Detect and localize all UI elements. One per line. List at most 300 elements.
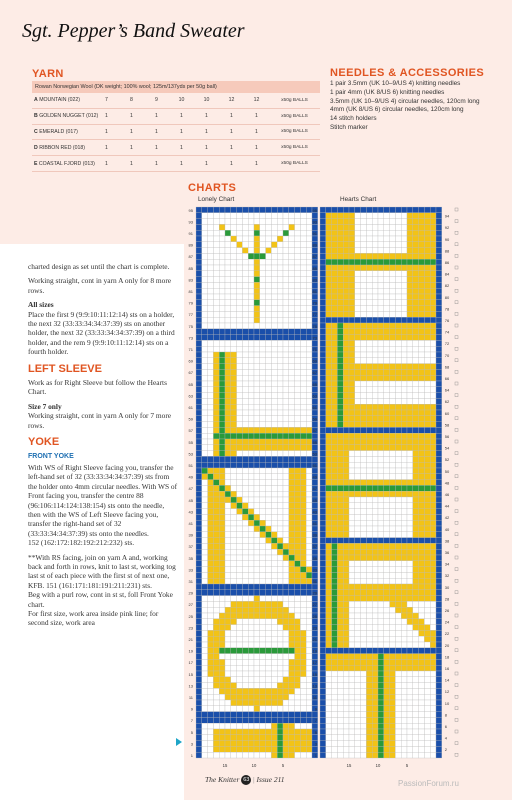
hearts-chart-cell (390, 236, 396, 242)
lonely-chart-cell (289, 323, 295, 329)
hearts-chart-cell (424, 706, 430, 712)
lonely-chart-cell (277, 596, 283, 602)
lonely-chart-cell (248, 549, 254, 555)
hearts-chart-cell (424, 723, 430, 729)
lonely-chart-cell (283, 282, 289, 288)
hearts-chart-cell (419, 427, 425, 433)
lonely-chart-cell (196, 358, 202, 364)
lonely-chart-cell (213, 677, 219, 683)
hearts-chart-cell (343, 277, 349, 283)
hearts-chart-cell (419, 224, 425, 230)
lonely-chart-cell (219, 323, 225, 329)
lonely-chart-cell (202, 462, 208, 468)
hearts-chart-cell (332, 584, 338, 590)
lonely-chart-cell (196, 398, 202, 404)
hearts-chart-cell (355, 514, 361, 520)
lonely-chart-cell (231, 427, 237, 433)
hearts-chart-cell (349, 422, 355, 428)
hearts-chart-cell (343, 601, 349, 607)
lonely-chart-cell (231, 596, 237, 602)
lonely-chart-cell (242, 503, 248, 509)
hearts-chart-cell (390, 381, 396, 387)
hearts-chart-cell (407, 491, 413, 497)
hearts-chart-cell (424, 572, 430, 578)
lonely-chart-cell (208, 294, 214, 300)
lonely-chart-cell (312, 445, 318, 451)
hearts-chart-cell (332, 248, 338, 254)
lonely-chart-cell (237, 630, 243, 636)
lonely-chart-cell (242, 277, 248, 283)
hearts-chart-cell (332, 596, 338, 602)
hearts-chart-cell (332, 712, 338, 718)
lonely-chart-cell (271, 683, 277, 689)
hearts-chart-cell (355, 625, 361, 631)
hearts-chart-cell (361, 329, 367, 335)
hearts-chart-cell (332, 456, 338, 462)
hearts-chart-cell (355, 613, 361, 619)
lonely-chart-cell (237, 683, 243, 689)
lonely-chart-cell (300, 451, 306, 457)
lonely-chart-cell (300, 665, 306, 671)
gutter-marker (455, 370, 458, 373)
lonely-chart-cell (300, 468, 306, 474)
lonely-chart-cell (202, 497, 208, 503)
hearts-chart-cell (407, 572, 413, 578)
hearts-chart-cell (378, 433, 384, 439)
hearts-chart-cell (413, 503, 419, 509)
lonely-chart-cell (208, 717, 214, 723)
lonely-chart-cell (300, 346, 306, 352)
hearts-chart-cell (384, 607, 390, 613)
hearts-chart-cell (355, 526, 361, 532)
hearts-chart-cell (366, 451, 372, 457)
lonely-chart-cell (196, 514, 202, 520)
hearts-chart-cell (419, 468, 425, 474)
lonely-chart-cell (237, 259, 243, 265)
lonely-chart-cell (266, 422, 272, 428)
lonely-chart-cell (277, 503, 283, 509)
hearts-chart-cell (413, 335, 419, 341)
hearts-chart-cell (326, 503, 332, 509)
lonely-chart-cell (202, 671, 208, 677)
hearts-chart-cell (355, 433, 361, 439)
hearts-chart-cell (378, 358, 384, 364)
hearts-chart-cell (355, 497, 361, 503)
hearts-chart-cell (366, 468, 372, 474)
lonely-chart-cell (271, 572, 277, 578)
lonely-chart-cell (306, 567, 312, 573)
hearts-chart-cell (337, 259, 343, 265)
lonely-chart-cell (219, 271, 225, 277)
hearts-chart-cell (337, 375, 343, 381)
hearts-chart-cell (430, 584, 436, 590)
hearts-chart-cell (337, 665, 343, 671)
hearts-chart-cell (424, 277, 430, 283)
hearts-chart-cell (401, 410, 407, 416)
hearts-chart-cell (390, 427, 396, 433)
hearts-chart-cell (361, 306, 367, 312)
lonely-chart-cell (202, 439, 208, 445)
lonely-chart-cell (208, 358, 214, 364)
hearts-chart-cell (320, 271, 326, 277)
hearts-chart-cell (384, 572, 390, 578)
lonely-chart-cell (202, 619, 208, 625)
lonely-chart-cell (300, 543, 306, 549)
hearts-chart-cell (372, 572, 378, 578)
gutter-marker (455, 289, 458, 292)
hearts-chart-cell (372, 213, 378, 219)
yarn-amount: 1 (144, 108, 169, 124)
lonely-chart-cell (242, 219, 248, 225)
hearts-chart-cell (419, 613, 425, 619)
hearts-chart-cell (384, 259, 390, 265)
lonely-chart-cell (289, 665, 295, 671)
lonely-chart-cell (277, 480, 283, 486)
lonely-chart-cell (306, 416, 312, 422)
hearts-chart-cell (332, 369, 338, 375)
gutter-marker (455, 626, 458, 629)
lonely-chart-cell (306, 723, 312, 729)
lonely-chart-cell (208, 369, 214, 375)
hearts-chart-cell (424, 259, 430, 265)
lonely-chart-cell (225, 300, 231, 306)
hearts-chart-cell (343, 491, 349, 497)
lonely-chart-cell (213, 340, 219, 346)
lonely-chart-cell (248, 735, 254, 741)
lonely-chart-row-label: 17 (188, 660, 193, 666)
hearts-chart-cell (407, 253, 413, 259)
lonely-chart-cell (306, 659, 312, 665)
hearts-chart-cell (343, 636, 349, 642)
hearts-chart-cell (424, 491, 430, 497)
hearts-chart-cell (366, 665, 372, 671)
hearts-chart-cell (326, 242, 332, 248)
lonely-chart-cell (225, 398, 231, 404)
lonely-chart-cell (196, 735, 202, 741)
hearts-chart-row-label: 38 (444, 538, 450, 544)
lonely-chart-cell (283, 735, 289, 741)
hearts-chart-cell (343, 729, 349, 735)
lonely-chart-cell (196, 317, 202, 323)
hearts-chart-cell (343, 224, 349, 230)
hearts-chart-cell (424, 503, 430, 509)
lonely-chart-cell (248, 387, 254, 393)
lonely-chart-cell (225, 474, 231, 480)
hearts-chart-row-label: 6 (444, 724, 448, 729)
lonely-chart-cell (312, 642, 318, 648)
lonely-chart-cell (306, 224, 312, 230)
hearts-chart-cell (361, 503, 367, 509)
lonely-chart-cell (196, 532, 202, 538)
hearts-chart-cell (378, 717, 384, 723)
hearts-chart-cell (436, 723, 442, 729)
hearts-chart-cell (413, 317, 419, 323)
hearts-chart-cell (366, 474, 372, 480)
lonely-chart-cell (277, 491, 283, 497)
lonely-chart-cell (237, 358, 243, 364)
lonely-chart-cell (260, 352, 266, 358)
hearts-chart-cell (355, 369, 361, 375)
hearts-chart-cell (384, 387, 390, 393)
lonely-chart-cell (196, 706, 202, 712)
hearts-chart-cell (372, 451, 378, 457)
hearts-chart-cell (419, 329, 425, 335)
hearts-chart-cell (436, 456, 442, 462)
lonely-chart-cell (202, 422, 208, 428)
lonely-chart-cell (219, 712, 225, 718)
lonely-chart-cell (225, 729, 231, 735)
hearts-chart-cell (390, 422, 396, 428)
hearts-chart-cell (332, 485, 338, 491)
lonely-chart-cell (300, 456, 306, 462)
lonely-chart-cell (266, 207, 272, 213)
hearts-chart-cell (355, 706, 361, 712)
lonely-chart-cell (213, 654, 219, 660)
lonely-chart-cell (237, 688, 243, 694)
hearts-chart-cell (366, 607, 372, 613)
lonely-chart-cell (196, 445, 202, 451)
lonely-chart-cell (254, 335, 260, 341)
hearts-chart-cell (407, 706, 413, 712)
lonely-chart-cell (237, 596, 243, 602)
lonely-chart-cell (266, 364, 272, 370)
hearts-chart-cell (332, 688, 338, 694)
lonely-chart-cell (260, 323, 266, 329)
lonely-chart-cell (231, 300, 237, 306)
hearts-chart-cell (413, 706, 419, 712)
hearts-chart-cell (361, 572, 367, 578)
hearts-chart-cell (436, 746, 442, 752)
hearts-chart-cell (337, 526, 343, 532)
hearts-chart-cell (337, 549, 343, 555)
hearts-chart-cell (407, 236, 413, 242)
hearts-chart-cell (424, 654, 430, 660)
hearts-chart-row-label: 28 (444, 596, 450, 602)
lonely-chart-cell (196, 717, 202, 723)
lonely-chart-cell (266, 242, 272, 248)
lonely-chart-cell (312, 282, 318, 288)
hearts-chart-cell (337, 625, 343, 631)
hearts-chart-cell (337, 282, 343, 288)
hearts-chart-cell (366, 480, 372, 486)
lonely-chart-cell (231, 393, 237, 399)
hearts-chart-cell (395, 340, 401, 346)
lonely-chart-cell (225, 335, 231, 341)
hearts-chart-cell (320, 207, 326, 213)
hearts-chart-row-label: 22 (444, 631, 450, 637)
lonely-chart-row-label: 95 (188, 207, 193, 213)
hearts-chart-cell (390, 288, 396, 294)
hearts-chart-row-label: 68 (444, 364, 450, 370)
lonely-chart-cell (283, 224, 289, 230)
hearts-chart-cell (332, 294, 338, 300)
hearts-chart-cell (366, 578, 372, 584)
lonely-chart-cell (295, 224, 301, 230)
hearts-chart-cell (407, 729, 413, 735)
hearts-chart-cell (390, 346, 396, 352)
lonely-chart-cell (300, 706, 306, 712)
gutter-marker (455, 254, 458, 257)
lonely-chart-cell (300, 700, 306, 706)
lonely-chart-cell (277, 543, 283, 549)
hearts-chart-cell (407, 219, 413, 225)
lonely-chart-cell (242, 567, 248, 573)
hearts-chart-cell (430, 752, 436, 758)
lonely-chart-cell (283, 659, 289, 665)
lonely-chart-cell (277, 584, 283, 590)
lonely-chart-cell (295, 514, 301, 520)
lonely-chart-cell (248, 613, 254, 619)
left-sleeve-heading: LEFT SLEEVE (28, 362, 102, 375)
hearts-chart-cell (337, 746, 343, 752)
lonely-chart-cell (271, 630, 277, 636)
hearts-chart-cell (332, 526, 338, 532)
hearts-chart-cell (395, 694, 401, 700)
lonely-chart-cell (248, 485, 254, 491)
hearts-chart-cell (401, 253, 407, 259)
lonely-chart-cell (231, 683, 237, 689)
hearts-chart-cell (401, 242, 407, 248)
hearts-chart-cell (384, 352, 390, 358)
hearts-chart-cell (355, 456, 361, 462)
hearts-chart-cell (401, 439, 407, 445)
lonely-chart-cell (225, 375, 231, 381)
hearts-chart-cell (390, 671, 396, 677)
hearts-chart-cell (337, 497, 343, 503)
lonely-chart-cell (248, 526, 254, 532)
hearts-chart-cell (332, 358, 338, 364)
hearts-chart-cell (430, 271, 436, 277)
hearts-chart-cell (436, 369, 442, 375)
lonely-chart-cell (248, 213, 254, 219)
lonely-chart-cell (196, 688, 202, 694)
lonely-chart-cell (260, 416, 266, 422)
hearts-chart-cell (384, 317, 390, 323)
hearts-chart-cell (424, 584, 430, 590)
hearts-chart-cell (419, 375, 425, 381)
lonely-chart-cell (202, 300, 208, 306)
lonely-chart-cell (213, 335, 219, 341)
hearts-chart-cell (407, 630, 413, 636)
hearts-chart-cell (372, 491, 378, 497)
hearts-chart-cell (424, 422, 430, 428)
lonely-chart-cell (248, 242, 254, 248)
lonely-chart-cell (237, 712, 243, 718)
hearts-chart-cell (419, 358, 425, 364)
hearts-chart-cell (349, 752, 355, 758)
hearts-chart-cell (320, 248, 326, 254)
hearts-chart-cell (407, 677, 413, 683)
lonely-chart-cell (277, 485, 283, 491)
hearts-chart-cell (384, 323, 390, 329)
hearts-chart-cell (366, 213, 372, 219)
lonely-chart-cell (306, 555, 312, 561)
gutter-marker (455, 614, 458, 617)
hearts-chart-cell (430, 468, 436, 474)
lonely-chart-cell (225, 665, 231, 671)
hearts-chart-cell (349, 654, 355, 660)
lonely-chart-cell (213, 607, 219, 613)
hearts-chart-cell (349, 335, 355, 341)
hearts-chart-cell (430, 248, 436, 254)
lonely-chart-cell (231, 717, 237, 723)
hearts-chart-cell (372, 253, 378, 259)
lonely-chart-cell (219, 619, 225, 625)
hearts-chart-cell (424, 694, 430, 700)
lonely-chart-cell (196, 497, 202, 503)
hearts-chart-cell (401, 555, 407, 561)
lonely-chart-cell (231, 468, 237, 474)
lonely-chart-cell (237, 265, 243, 271)
lonely-chart-cell (283, 416, 289, 422)
lonely-chart-cell (283, 532, 289, 538)
lonely-chart-cell (208, 230, 214, 236)
lonely-chart-cell (225, 532, 231, 538)
lonely-chart-cell (237, 752, 243, 758)
hearts-chart-cell (337, 729, 343, 735)
lonely-chart-cell (260, 706, 266, 712)
hearts-chart-cell (419, 642, 425, 648)
hearts-chart-cell (326, 613, 332, 619)
lonely-chart-cell (312, 503, 318, 509)
lonely-chart-cell (254, 242, 260, 248)
lonely-chart-cell (254, 578, 260, 584)
hearts-chart-cell (430, 213, 436, 219)
lonely-chart-cell (231, 352, 237, 358)
hearts-chart-cell (419, 567, 425, 573)
lonely-chart-cell (254, 404, 260, 410)
lonely-chart-cell (306, 706, 312, 712)
lonely-chart-cell (196, 207, 202, 213)
hearts-chart-cell (349, 474, 355, 480)
lonely-chart-cell (225, 590, 231, 596)
lonely-chart-cell (219, 282, 225, 288)
lonely-chart-cell (295, 381, 301, 387)
hearts-chart-cell (337, 648, 343, 654)
lonely-chart-cell (306, 485, 312, 491)
lonely-chart-cell (260, 445, 266, 451)
hearts-chart-cell (436, 468, 442, 474)
gutter-marker (455, 742, 458, 745)
lonely-chart-cell (277, 746, 283, 752)
lonely-chart-cell (289, 474, 295, 480)
yarn-amount: 1 (194, 140, 219, 156)
hearts-chart-cell (407, 526, 413, 532)
lonely-chart-cell (295, 648, 301, 654)
hearts-chart-cell (361, 207, 367, 213)
lonely-chart-cell (231, 335, 237, 341)
hearts-chart-cell (436, 387, 442, 393)
lonely-chart-cell (271, 677, 277, 683)
hearts-chart-cell (349, 236, 355, 242)
lonely-chart-cell (260, 480, 266, 486)
lonely-chart-cell (283, 230, 289, 236)
lonely-chart-cell (242, 555, 248, 561)
hearts-chart-cell (413, 352, 419, 358)
hearts-chart-cell (401, 451, 407, 457)
lonely-chart-cell (237, 746, 243, 752)
lonely-chart-cell (306, 340, 312, 346)
lonely-chart-cell (242, 288, 248, 294)
lonely-chart-cell (219, 688, 225, 694)
hearts-chart-cell (436, 317, 442, 323)
lonely-chart-cell (242, 596, 248, 602)
lonely-chart-cell (266, 393, 272, 399)
lonely-chart-cell (231, 723, 237, 729)
hearts-chart-cell (413, 277, 419, 283)
hearts-chart-cell (436, 555, 442, 561)
hearts-chart-cell (407, 427, 413, 433)
